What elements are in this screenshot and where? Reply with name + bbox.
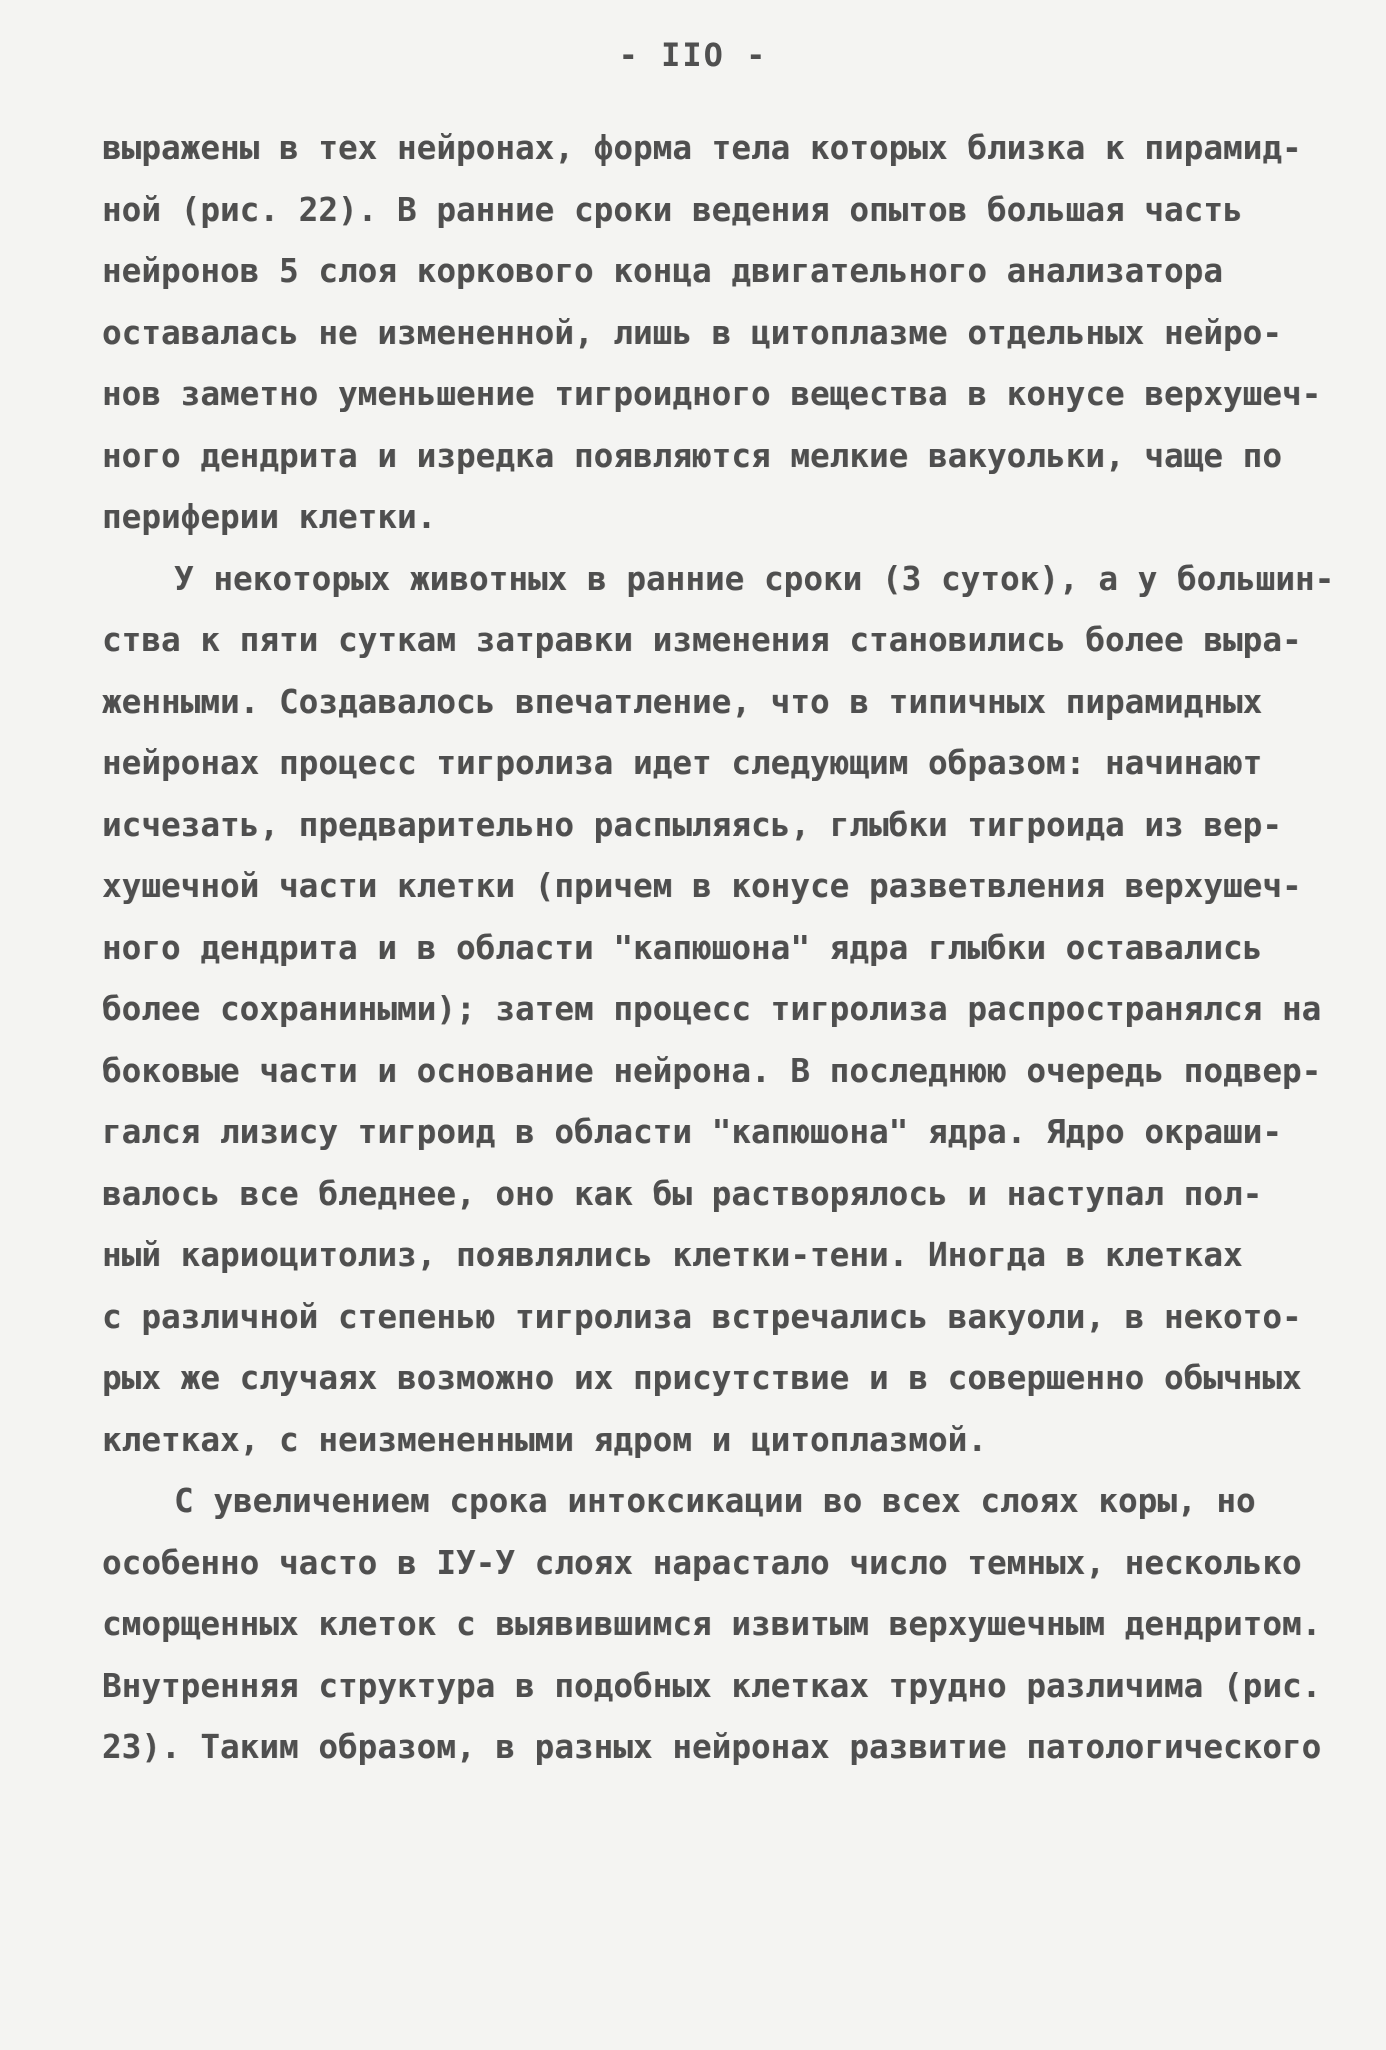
text-line: С увеличением срока интоксикации во всех слоях коры, но <box>174 1482 1256 1520</box>
text-line: ной (рис. 22). В ранние сроки ведения опытов большая часть <box>102 190 1243 229</box>
text-line: ства к пяти суткам затравки изменения становились более выра- <box>102 621 1302 659</box>
text-line: исчезать, предварительно распыляясь, глыбки тигроида из вер- <box>102 805 1282 844</box>
text-line: выражены в тех нейронах, форма тела которых близка к пирамид- <box>102 129 1302 167</box>
text-line: нов заметно уменьшение тигроидного вещества в конусе верхушеч- <box>102 375 1322 413</box>
text-line: 23). Таким образом, в разных нейронах развитие патологического <box>102 1728 1322 1766</box>
paragraph-1 <box>102 118 1322 549</box>
text-line: валось все бледнее, оно как бы растворялось и наступал пол- <box>102 1174 1263 1213</box>
text-line: хушечной части клетки (причем в конусе разветвления верхушеч- <box>102 867 1302 905</box>
text-line: нейронов 5 слоя коркового конца двигательного анализатора <box>102 252 1223 290</box>
text-line: Внутренняя структура в подобных клетках трудно различима (рис. <box>102 1666 1322 1705</box>
text-line: рых же случаях возможно их присутствие и в совершенно обычных <box>102 1359 1302 1397</box>
text-line: клетках, с неизмененными ядром и цитоплазмой. <box>102 1420 987 1459</box>
paragraph-2 <box>102 549 1335 1472</box>
text-line: гался лизису тигроид в области "капюшона" ядра. Ядро окраши- <box>102 1113 1282 1151</box>
text-line: боковые части и основание нейрона. В последнюю очередь подвер- <box>102 1051 1322 1090</box>
text-line: ный кариоцитолиз, появлялись клетки-тени. Иногда в клетках <box>102 1236 1243 1274</box>
text-line: нейронах процесс тигролиза идет следующим образом: начинают <box>102 744 1263 782</box>
paragraph-3 <box>102 1471 1322 1779</box>
text-line: женными. Создавалось впечатление, что в типичных пирамидных <box>102 682 1263 721</box>
text-line: У некоторых животных в ранние сроки (3 суток), а у большин- <box>174 559 1335 598</box>
text-line: оставалась не измененной, лишь в цитоплазме отдельных нейро- <box>102 313 1282 352</box>
document-body <box>102 118 1335 1779</box>
text-line: ного дендрита и в области "капюшона" ядра глыбки оставались <box>102 928 1263 967</box>
text-line: с различной степенью тигролиза встречались вакуоли, в некото- <box>102 1297 1302 1336</box>
text-line: особенно часто в IУ-У слоях нарастало число темных, несколько <box>102 1543 1302 1582</box>
text-line: периферии клетки. <box>102 498 437 536</box>
text-line: ного дендрита и изредка появляются мелкие вакуольки, чаще по <box>102 436 1282 475</box>
text-line: более сохраниными); затем процесс тигролиза распространялся на <box>102 990 1322 1028</box>
page-number: - IIO - <box>618 36 768 74</box>
text-line: сморщенных клеток с выявившимся извитым верхушечным дендритом. <box>102 1605 1322 1643</box>
